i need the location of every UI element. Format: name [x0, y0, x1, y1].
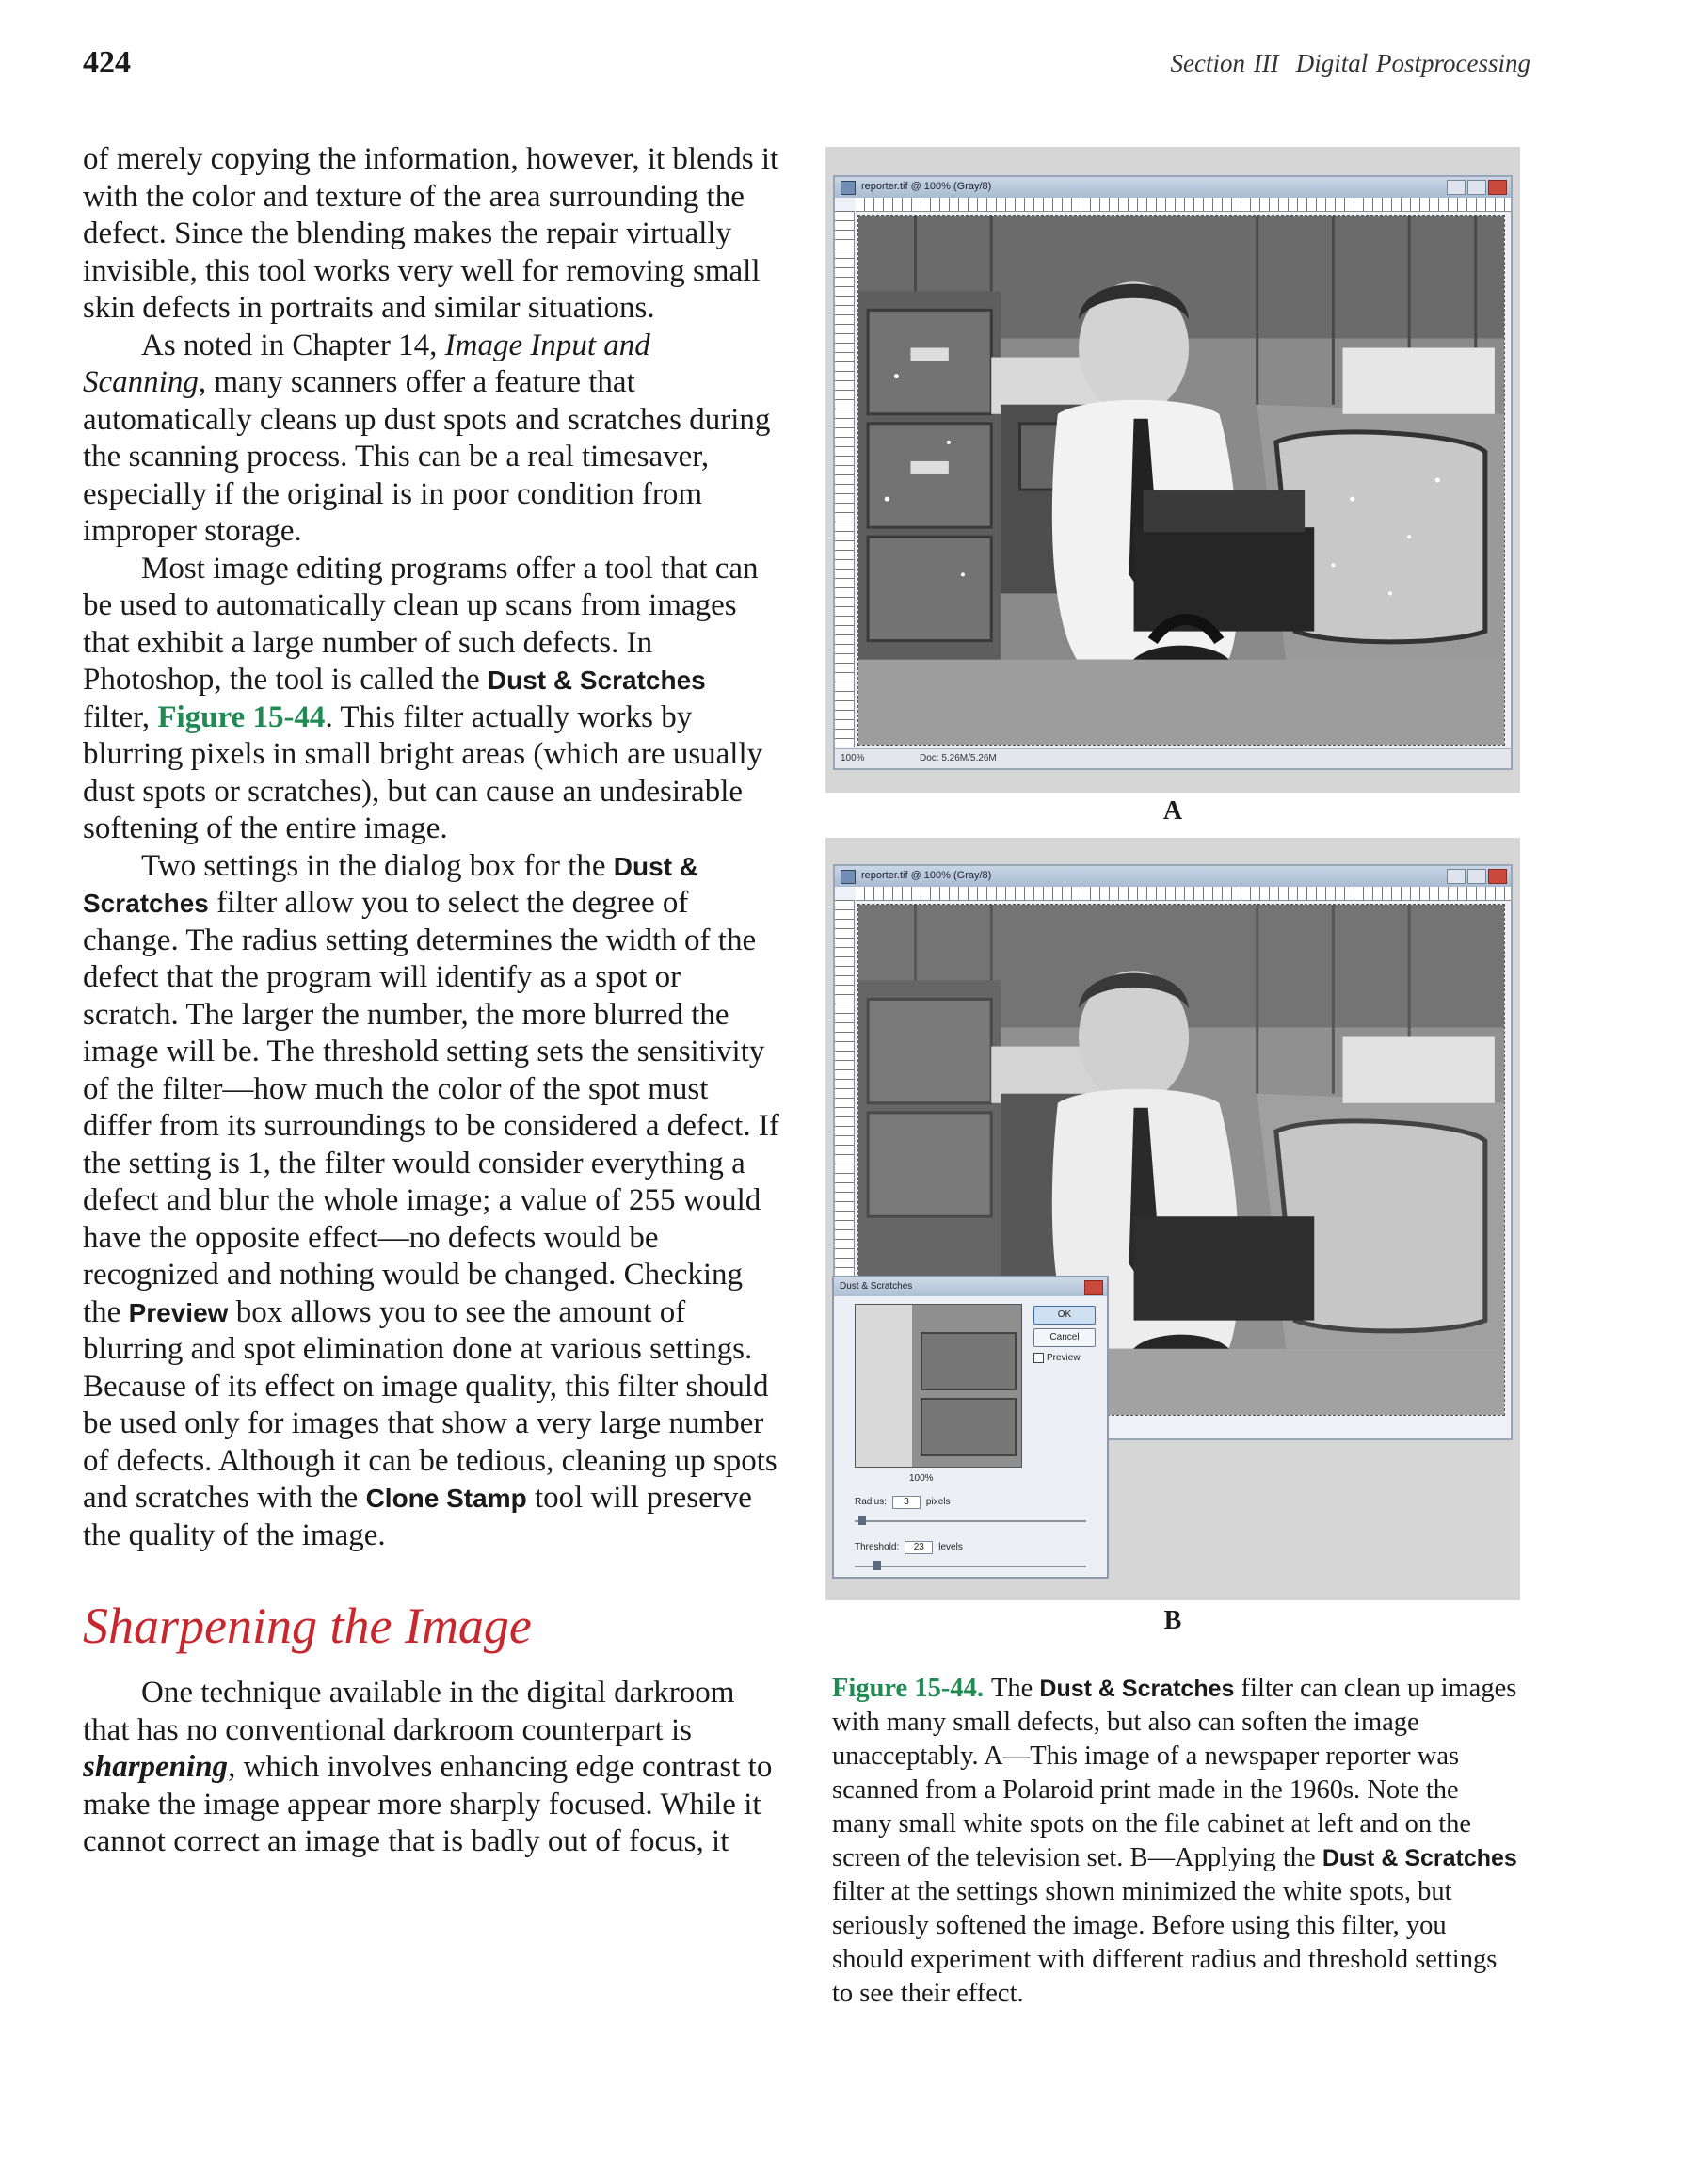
- threshold-label: Threshold:: [855, 1542, 900, 1552]
- threshold-input[interactable]: 23: [905, 1541, 933, 1554]
- dialog-title: Dust & Scratches: [840, 1281, 913, 1292]
- window-controls: [1447, 180, 1507, 195]
- cancel-button[interactable]: Cancel: [1033, 1328, 1096, 1347]
- document-icon: [841, 181, 856, 195]
- photoshop-window-a: [833, 175, 1513, 770]
- section-heading: Sharpening the Image: [83, 1598, 532, 1654]
- paragraph-3: Most image editing programs offer a tool that can be used to automatically clean up scans from images that exhibit a large number of such defects. In Photoshop, the tool is called the Dust & Scratches filter, Figure 15-44. This filter actually works by blurring pixels in small bright areas (which are usually dust spots or scratches), but can cause an undesirable softening of the entire image.: [83, 551, 763, 845]
- window-title: reporter.tif @ 100% (Gray/8): [861, 181, 992, 192]
- body-column: [83, 141, 779, 1861]
- panel-b-label: B: [1163, 1606, 1182, 1635]
- ruler-horizontal: [856, 198, 1511, 212]
- paragraph-5: One technique available in the digital darkroom that has no conventional darkroom counterpart is sharpening, which involves enhancing edge contrast to make the image appear more sharply focused. While it cannot correct an image that is badly out of focus, it: [83, 1676, 773, 1858]
- dialog-preview-image[interactable]: [855, 1304, 1022, 1468]
- figure-caption: Figure 15-44. The Dust & Scratches filter can clean up images with many small defects, but also can soften the image unacceptably. A—This image of a newspaper reporter was scanned from a Polaroid print made in the 1960s. Note the many small white spots on the file cabinet at left and on the screen of the television set. B—Applying the Dust & Scratches filter at the settings shown minimized the white spots, but seriously softened the image. Before using this filter, you should experiment with different radius and threshold settings to see their effect.: [832, 1674, 1517, 2008]
- radius-slider[interactable]: [855, 1520, 1086, 1522]
- chapter-title: Digital Postprocessing: [1295, 49, 1530, 77]
- radius-input[interactable]: 3: [892, 1496, 921, 1509]
- status-zoom: 100%: [841, 753, 865, 763]
- close-icon[interactable]: [1084, 1280, 1103, 1295]
- ruler-horizontal: [856, 887, 1511, 901]
- close-icon: [1488, 869, 1507, 884]
- document-icon: [841, 870, 856, 884]
- paragraph-2: As noted in Chapter 14, Image Input and Scanning, many scanners offer a feature that automatically cleans up dust spots and scratches during the scanning process. This can be a real timesaver, especially if the original is in poor condition from improper storage.: [83, 328, 771, 548]
- reporter-photo-original: [857, 215, 1505, 746]
- ui-term-dust-scratches: Dust & Scratches: [1322, 1845, 1517, 1871]
- paragraph-1: of merely copying the information, however, it blends it with the color and texture of the area surrounding the defect. Since the blending makes the repair virtually invisible, this tool works very well for removing small skin defects in portraits and similar situations.: [83, 142, 779, 325]
- figure-reference: Figure 15-44: [157, 699, 326, 734]
- paragraph-4: Two settings in the dialog box for the Dust & Scratches filter allow you to select the degree of change. The radius setting determines the width of the defect that the program will identify as a spot or scratch. The larger the number, the more blurred the image will be. The threshold setting sets the sensitivity of the filter—how much the color of the spot must differ from its surroundings to be considered a defect. If the setting is 1, the filter would consider everything a defect and blur the whole image; a value of 255 would have the opposite effect—no defects would be recognized and nothing would be changed. Checking the Preview box allows you to see the amount of blurring and spot elimination done at various settings. Because of its effect on image quality, this filter should be used only for images that show a very large number of defects. Although it can be tedious, cleaning up spots and scratches with the Clone Stamp tool will preserve the quality of the image.: [83, 848, 779, 1552]
- page-number: 424: [83, 45, 131, 80]
- radius-field: [855, 1496, 950, 1509]
- radius-label: Radius:: [855, 1497, 887, 1507]
- window-controls: [1447, 869, 1507, 884]
- window-titlebar: [835, 866, 1511, 887]
- slider-handle[interactable]: [858, 1516, 866, 1525]
- ui-term-preview: Preview: [128, 1297, 229, 1327]
- dust-scratches-dialog: [832, 1276, 1109, 1579]
- ui-term-dust-scratches: Dust & Scratches: [1039, 1676, 1235, 1702]
- status-doc-size: Doc: 5.26M/5.26M: [920, 753, 997, 763]
- maximize-icon: [1467, 869, 1486, 884]
- book-title: Image Input and Scanning: [83, 328, 650, 399]
- ruler-vertical: [835, 211, 855, 747]
- preview-checkbox[interactable]: [1033, 1353, 1081, 1363]
- maximize-icon: [1467, 180, 1486, 195]
- window-titlebar: [835, 177, 1511, 198]
- ui-term-dust-scratches: Dust & Scratches: [487, 666, 706, 695]
- slider-handle[interactable]: [873, 1561, 881, 1570]
- caption-label: Figure 15-44.: [832, 1674, 984, 1703]
- key-term: sharpening: [83, 1750, 229, 1784]
- figure-panel-a: [825, 147, 1520, 793]
- ui-term-clone-stamp: Clone Stamp: [365, 1484, 527, 1513]
- zoom-level: 100%: [909, 1473, 934, 1484]
- threshold-unit: levels: [938, 1542, 963, 1552]
- checkbox-icon[interactable]: [1033, 1353, 1044, 1363]
- window-title: reporter.tif @ 100% (Gray/8): [861, 870, 992, 881]
- minimize-icon: [1447, 869, 1466, 884]
- dialog-titlebar: [834, 1277, 1107, 1296]
- threshold-field: [855, 1541, 963, 1554]
- running-head: [1171, 49, 1530, 78]
- preview-label: Preview: [1047, 1353, 1081, 1364]
- status-bar: [835, 748, 1511, 768]
- close-icon: [1488, 180, 1507, 195]
- dialog-controls: [1084, 1280, 1103, 1295]
- threshold-slider[interactable]: [855, 1566, 1086, 1567]
- panel-a-label: A: [1162, 796, 1183, 826]
- section-label: Section III: [1170, 49, 1279, 77]
- ok-button[interactable]: OK: [1033, 1306, 1096, 1325]
- ui-term-dust-scratches: Dust & Scratches: [83, 851, 699, 918]
- minimize-icon: [1447, 180, 1466, 195]
- radius-unit: pixels: [925, 1497, 951, 1507]
